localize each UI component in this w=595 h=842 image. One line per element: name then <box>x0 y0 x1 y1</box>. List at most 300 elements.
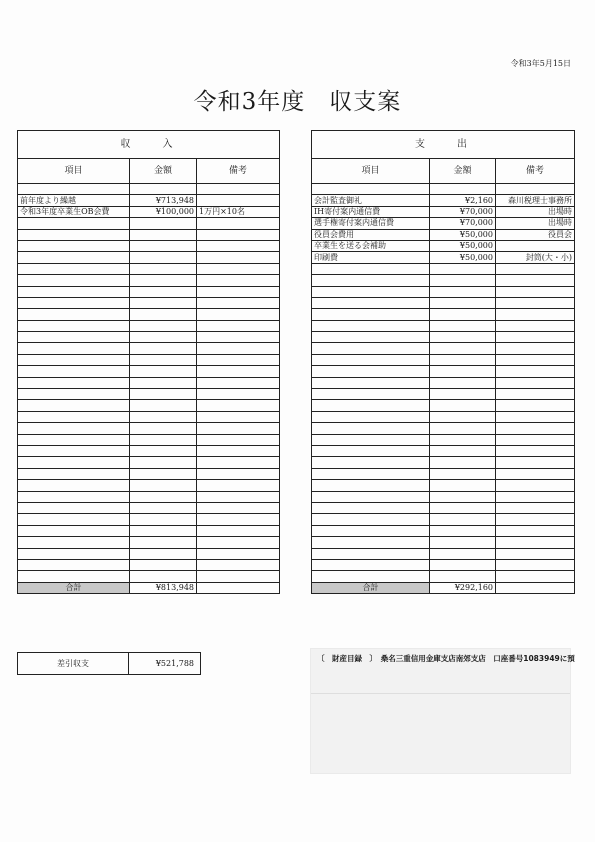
income-cell-amount <box>130 218 197 229</box>
income-cell-note <box>197 309 280 320</box>
expense-cell-note: 出場時 <box>496 206 575 217</box>
income-cell-note <box>197 480 280 491</box>
income-cell-amount <box>130 548 197 559</box>
expense-cell-item <box>312 423 430 434</box>
table-row <box>18 491 280 502</box>
table-row <box>312 286 575 297</box>
income-cell-amount <box>130 445 197 456</box>
income-cell-amount <box>130 343 197 354</box>
expense-total-value: ¥292,160 <box>430 582 496 593</box>
income-cell-note <box>197 571 280 582</box>
table-row <box>312 571 575 582</box>
income-cell-item <box>18 275 130 286</box>
income-cell-amount <box>130 525 197 536</box>
expense-cell-amount <box>430 525 496 536</box>
expense-cell-note <box>496 525 575 536</box>
income-cell-note <box>197 434 280 445</box>
expense-cell-amount <box>430 400 496 411</box>
table-row <box>312 457 575 468</box>
income-cell-note <box>197 400 280 411</box>
income-cell-amount <box>130 400 197 411</box>
expense-cell-item <box>312 480 430 491</box>
income-cell-item <box>18 514 130 525</box>
table-row <box>312 423 575 434</box>
table-row <box>18 297 280 308</box>
expense-cell-amount <box>430 332 496 343</box>
table-row <box>312 411 575 422</box>
income-cell-item <box>18 377 130 388</box>
expense-cell-amount: ¥70,000 <box>430 206 496 217</box>
expense-cell-amount <box>430 423 496 434</box>
expense-cell-amount <box>430 480 496 491</box>
expense-cell-amount <box>430 514 496 525</box>
expense-cell-item <box>312 548 430 559</box>
expense-cell-item: 選手権寄付案内通信費 <box>312 218 430 229</box>
expense-cell-amount <box>430 537 496 548</box>
income-cell-note <box>197 286 280 297</box>
income-cell-amount <box>130 309 197 320</box>
income-cell-item <box>18 445 130 456</box>
expense-col-note: 備考 <box>496 159 575 184</box>
income-cell-note <box>197 184 280 195</box>
income-cell-item <box>18 240 130 251</box>
income-cell-note <box>197 229 280 240</box>
income-cell-note <box>197 468 280 479</box>
expense-cell-note <box>496 480 575 491</box>
income-cell-item <box>18 411 130 422</box>
expense-cell-note <box>496 366 575 377</box>
table-row <box>18 320 280 331</box>
income-cell-amount <box>130 537 197 548</box>
expense-cell-note <box>496 240 575 251</box>
expense-cell-amount <box>430 457 496 468</box>
income-cell-amount <box>130 571 197 582</box>
income-cell-note <box>197 537 280 548</box>
table-row <box>312 468 575 479</box>
expense-cell-amount: ¥50,000 <box>430 240 496 251</box>
expense-cell-amount <box>430 491 496 502</box>
expense-cell-note <box>496 343 575 354</box>
expense-cell-note <box>496 537 575 548</box>
income-cell-item <box>18 502 130 513</box>
income-column-header-row <box>18 159 280 184</box>
expense-cell-item: 役員会費用 <box>312 229 430 240</box>
income-cell-item <box>18 297 130 308</box>
expense-cell-amount <box>430 354 496 365</box>
table-row <box>18 457 280 468</box>
expense-cell-amount <box>430 445 496 456</box>
income-cell-amount <box>130 240 197 251</box>
table-row <box>312 548 575 559</box>
expense-section-header: 支 出 <box>312 131 575 159</box>
income-cell-item <box>18 468 130 479</box>
expense-cell-note <box>496 320 575 331</box>
income-cell-amount <box>130 389 197 400</box>
expense-col-item: 項目 <box>312 159 430 184</box>
income-cell-note <box>197 332 280 343</box>
table-row <box>312 263 575 274</box>
expense-cell-item <box>312 275 430 286</box>
expense-cell-note <box>496 400 575 411</box>
expense-cell-amount: ¥50,000 <box>430 252 496 263</box>
expense-cell-item <box>312 184 430 195</box>
table-row <box>312 434 575 445</box>
income-cell-item <box>18 309 130 320</box>
expense-cell-amount <box>430 263 496 274</box>
income-cell-amount <box>130 480 197 491</box>
expense-cell-note <box>496 309 575 320</box>
expense-cell-item <box>312 445 430 456</box>
income-cell-item <box>18 434 130 445</box>
income-cell-note <box>197 366 280 377</box>
table-row <box>18 548 280 559</box>
table-row <box>18 480 280 491</box>
expense-cell-amount <box>430 366 496 377</box>
expense-cell-note <box>496 411 575 422</box>
table-row <box>18 309 280 320</box>
expense-cell-note <box>496 468 575 479</box>
table-row <box>312 445 575 456</box>
income-cell-amount <box>130 184 197 195</box>
table-row <box>312 240 575 251</box>
asset-inventory-box <box>310 648 575 774</box>
income-cell-amount <box>130 514 197 525</box>
expense-total-label: 合計 <box>312 582 430 593</box>
expense-cell-item <box>312 343 430 354</box>
expense-cell-amount <box>430 184 496 195</box>
expense-cell-item <box>312 434 430 445</box>
income-cell-note <box>197 354 280 365</box>
income-cell-amount <box>130 559 197 570</box>
table-row <box>18 240 280 251</box>
income-col-note: 備考 <box>197 159 280 184</box>
expense-cell-item <box>312 297 430 308</box>
expense-cell-item: 卒業生を送る会補助 <box>312 240 430 251</box>
table-row <box>18 537 280 548</box>
table-row <box>312 309 575 320</box>
expense-cell-note <box>496 184 575 195</box>
expense-cell-item <box>312 389 430 400</box>
income-cell-note <box>197 491 280 502</box>
table-row <box>312 320 575 331</box>
income-col-item: 項目 <box>18 159 130 184</box>
income-cell-item <box>18 491 130 502</box>
table-row <box>18 423 280 434</box>
table-row <box>312 229 575 240</box>
expense-cell-item <box>312 366 430 377</box>
table-row <box>18 286 280 297</box>
expense-cell-note <box>496 502 575 513</box>
income-cell-item <box>18 252 130 263</box>
income-cell-note <box>197 218 280 229</box>
expense-cell-amount <box>430 297 496 308</box>
table-row <box>312 514 575 525</box>
income-cell-note <box>197 445 280 456</box>
expense-cell-note <box>496 354 575 365</box>
expense-cell-note <box>496 377 575 388</box>
expense-cell-amount <box>430 275 496 286</box>
table-row <box>312 332 575 343</box>
income-total-row <box>18 582 280 593</box>
income-cell-item <box>18 218 130 229</box>
expense-cell-amount <box>430 286 496 297</box>
table-row <box>312 275 575 286</box>
income-cell-amount <box>130 411 197 422</box>
asset-divider <box>311 693 570 694</box>
expense-cell-note <box>496 297 575 308</box>
income-cell-item <box>18 571 130 582</box>
expense-cell-note <box>496 263 575 274</box>
income-cell-item <box>18 320 130 331</box>
expense-table <box>311 130 575 594</box>
income-cell-item <box>18 400 130 411</box>
income-table <box>17 130 280 594</box>
table-row <box>18 354 280 365</box>
expense-cell-amount <box>430 468 496 479</box>
income-total-note <box>197 582 280 593</box>
table-row <box>18 525 280 536</box>
income-cell-note <box>197 411 280 422</box>
expense-cell-item <box>312 411 430 422</box>
income-cell-item <box>18 343 130 354</box>
income-section-header: 収 入 <box>18 131 280 159</box>
expense-cell-item <box>312 320 430 331</box>
expense-cell-amount: ¥50,000 <box>430 229 496 240</box>
table-row <box>18 184 280 195</box>
income-cell-amount <box>130 354 197 365</box>
income-cell-item <box>18 525 130 536</box>
income-cell-note <box>197 389 280 400</box>
income-cell-note <box>197 195 280 206</box>
expense-cell-amount <box>430 309 496 320</box>
income-cell-note <box>197 423 280 434</box>
expense-cell-item <box>312 377 430 388</box>
table-row <box>18 571 280 582</box>
balance-label: 差引収支 <box>18 653 129 674</box>
table-row <box>312 491 575 502</box>
expense-cell-item <box>312 514 430 525</box>
expense-cell-item <box>312 468 430 479</box>
income-cell-item <box>18 332 130 343</box>
income-header-row <box>18 131 280 159</box>
expense-cell-amount <box>430 389 496 400</box>
table-row <box>312 502 575 513</box>
expense-cell-note: 森川税理士事務所 <box>496 195 575 206</box>
expense-cell-note: 封筒(大・小) <box>496 252 575 263</box>
expense-cell-item <box>312 263 430 274</box>
income-cell-amount <box>130 263 197 274</box>
table-row <box>18 411 280 422</box>
income-cell-item <box>18 480 130 491</box>
asset-inventory-text: 〔 財産目録 〕 桑名三重信用金庫支店南郊支店 口座番号1083949に預 <box>317 654 575 663</box>
expense-total-note <box>496 582 575 593</box>
expense-cell-note <box>496 332 575 343</box>
income-cell-item <box>18 537 130 548</box>
table-row <box>18 275 280 286</box>
table-row <box>312 195 575 206</box>
table-row <box>312 343 575 354</box>
income-cell-amount <box>130 491 197 502</box>
expense-total-row <box>312 582 575 593</box>
expense-col-amount: 金額 <box>430 159 496 184</box>
income-cell-amount <box>130 457 197 468</box>
table-row <box>312 559 575 570</box>
income-cell-note <box>197 320 280 331</box>
income-cell-item <box>18 286 130 297</box>
expense-cell-note <box>496 423 575 434</box>
income-cell-amount <box>130 377 197 388</box>
income-cell-note <box>197 457 280 468</box>
income-cell-item: 令和3年度卒業生OB会費 <box>18 206 130 217</box>
table-row <box>312 218 575 229</box>
expense-cell-note: 出場時 <box>496 218 575 229</box>
table-row <box>18 377 280 388</box>
expense-cell-amount <box>430 502 496 513</box>
expense-cell-amount <box>430 548 496 559</box>
expense-cell-item <box>312 491 430 502</box>
income-cell-note <box>197 343 280 354</box>
table-row <box>312 206 575 217</box>
income-cell-amount <box>130 252 197 263</box>
income-cell-amount: ¥100,000 <box>130 206 197 217</box>
income-cell-item: 前年度より繰越 <box>18 195 130 206</box>
expense-cell-note <box>496 434 575 445</box>
table-row <box>18 263 280 274</box>
expense-cell-amount <box>430 320 496 331</box>
table-row <box>18 389 280 400</box>
expense-cell-amount <box>430 343 496 354</box>
expense-cell-item <box>312 571 430 582</box>
income-cell-amount <box>130 320 197 331</box>
expense-cell-item <box>312 559 430 570</box>
table-row <box>18 434 280 445</box>
table-row <box>18 195 280 206</box>
income-cell-item <box>18 457 130 468</box>
income-cell-amount <box>130 275 197 286</box>
table-row <box>312 354 575 365</box>
table-row <box>18 332 280 343</box>
expense-cell-amount: ¥70,000 <box>430 218 496 229</box>
income-cell-amount <box>130 434 197 445</box>
table-row <box>18 502 280 513</box>
expense-cell-item <box>312 309 430 320</box>
expense-cell-item <box>312 525 430 536</box>
income-cell-amount <box>130 286 197 297</box>
table-row <box>18 366 280 377</box>
table-row <box>312 480 575 491</box>
table-row <box>312 366 575 377</box>
income-cell-note <box>197 502 280 513</box>
income-cell-item <box>18 559 130 570</box>
table-row <box>18 559 280 570</box>
expense-cell-item <box>312 332 430 343</box>
table-row <box>312 389 575 400</box>
income-cell-amount <box>130 423 197 434</box>
table-row <box>18 218 280 229</box>
table-row <box>312 184 575 195</box>
expense-cell-amount: ¥2,160 <box>430 195 496 206</box>
income-cell-note <box>197 514 280 525</box>
table-row <box>18 514 280 525</box>
expense-cell-note <box>496 286 575 297</box>
income-cell-amount <box>130 366 197 377</box>
income-cell-item <box>18 366 130 377</box>
expense-cell-item <box>312 286 430 297</box>
expense-cell-amount <box>430 377 496 388</box>
income-cell-note: 1万円×10名 <box>197 206 280 217</box>
income-cell-item <box>18 354 130 365</box>
table-row <box>312 400 575 411</box>
income-col-amount: 金額 <box>130 159 197 184</box>
expense-cell-item <box>312 457 430 468</box>
income-total-label: 合計 <box>18 582 130 593</box>
expense-header-row <box>312 131 575 159</box>
balance-box <box>17 652 201 675</box>
document-date: 令和3年5月15日 <box>510 59 571 68</box>
income-cell-amount <box>130 502 197 513</box>
expense-cell-note: 役員会 <box>496 229 575 240</box>
table-row <box>312 252 575 263</box>
expense-cell-note <box>496 559 575 570</box>
income-cell-note <box>197 240 280 251</box>
income-cell-item <box>18 263 130 274</box>
expense-cell-note <box>496 571 575 582</box>
expense-cell-amount <box>430 571 496 582</box>
expense-cell-item <box>312 400 430 411</box>
expense-cell-item: 印刷費 <box>312 252 430 263</box>
expense-cell-item <box>312 537 430 548</box>
table-row <box>18 206 280 217</box>
expense-cell-note <box>496 457 575 468</box>
income-cell-amount <box>130 297 197 308</box>
income-total-value: ¥813,948 <box>130 582 197 593</box>
income-cell-note <box>197 525 280 536</box>
expense-cell-item <box>312 502 430 513</box>
expense-column-header-row <box>312 159 575 184</box>
income-cell-item <box>18 184 130 195</box>
table-row <box>312 297 575 308</box>
expense-cell-amount <box>430 559 496 570</box>
table-row <box>18 468 280 479</box>
table-row <box>18 400 280 411</box>
expense-cell-item: 会計監査御礼 <box>312 195 430 206</box>
document-title: 令和3年度 収支案 <box>193 89 402 115</box>
income-cell-item <box>18 548 130 559</box>
expense-cell-item <box>312 354 430 365</box>
balance-value: ¥521,788 <box>155 659 194 668</box>
table-row <box>312 525 575 536</box>
table-row <box>18 252 280 263</box>
expense-cell-amount <box>430 411 496 422</box>
income-cell-item <box>18 229 130 240</box>
expense-cell-note <box>496 548 575 559</box>
income-cell-amount <box>130 229 197 240</box>
income-cell-amount: ¥713,948 <box>130 195 197 206</box>
income-cell-note <box>197 548 280 559</box>
expense-cell-note <box>496 445 575 456</box>
expense-cell-note <box>496 491 575 502</box>
income-cell-item <box>18 423 130 434</box>
expense-cell-note <box>496 389 575 400</box>
income-cell-amount <box>130 332 197 343</box>
expense-cell-item: IH寄付案内通信費 <box>312 206 430 217</box>
income-cell-note <box>197 263 280 274</box>
table-row <box>18 229 280 240</box>
income-cell-amount <box>130 468 197 479</box>
expense-cell-note <box>496 514 575 525</box>
expense-cell-note <box>496 275 575 286</box>
table-row <box>312 537 575 548</box>
